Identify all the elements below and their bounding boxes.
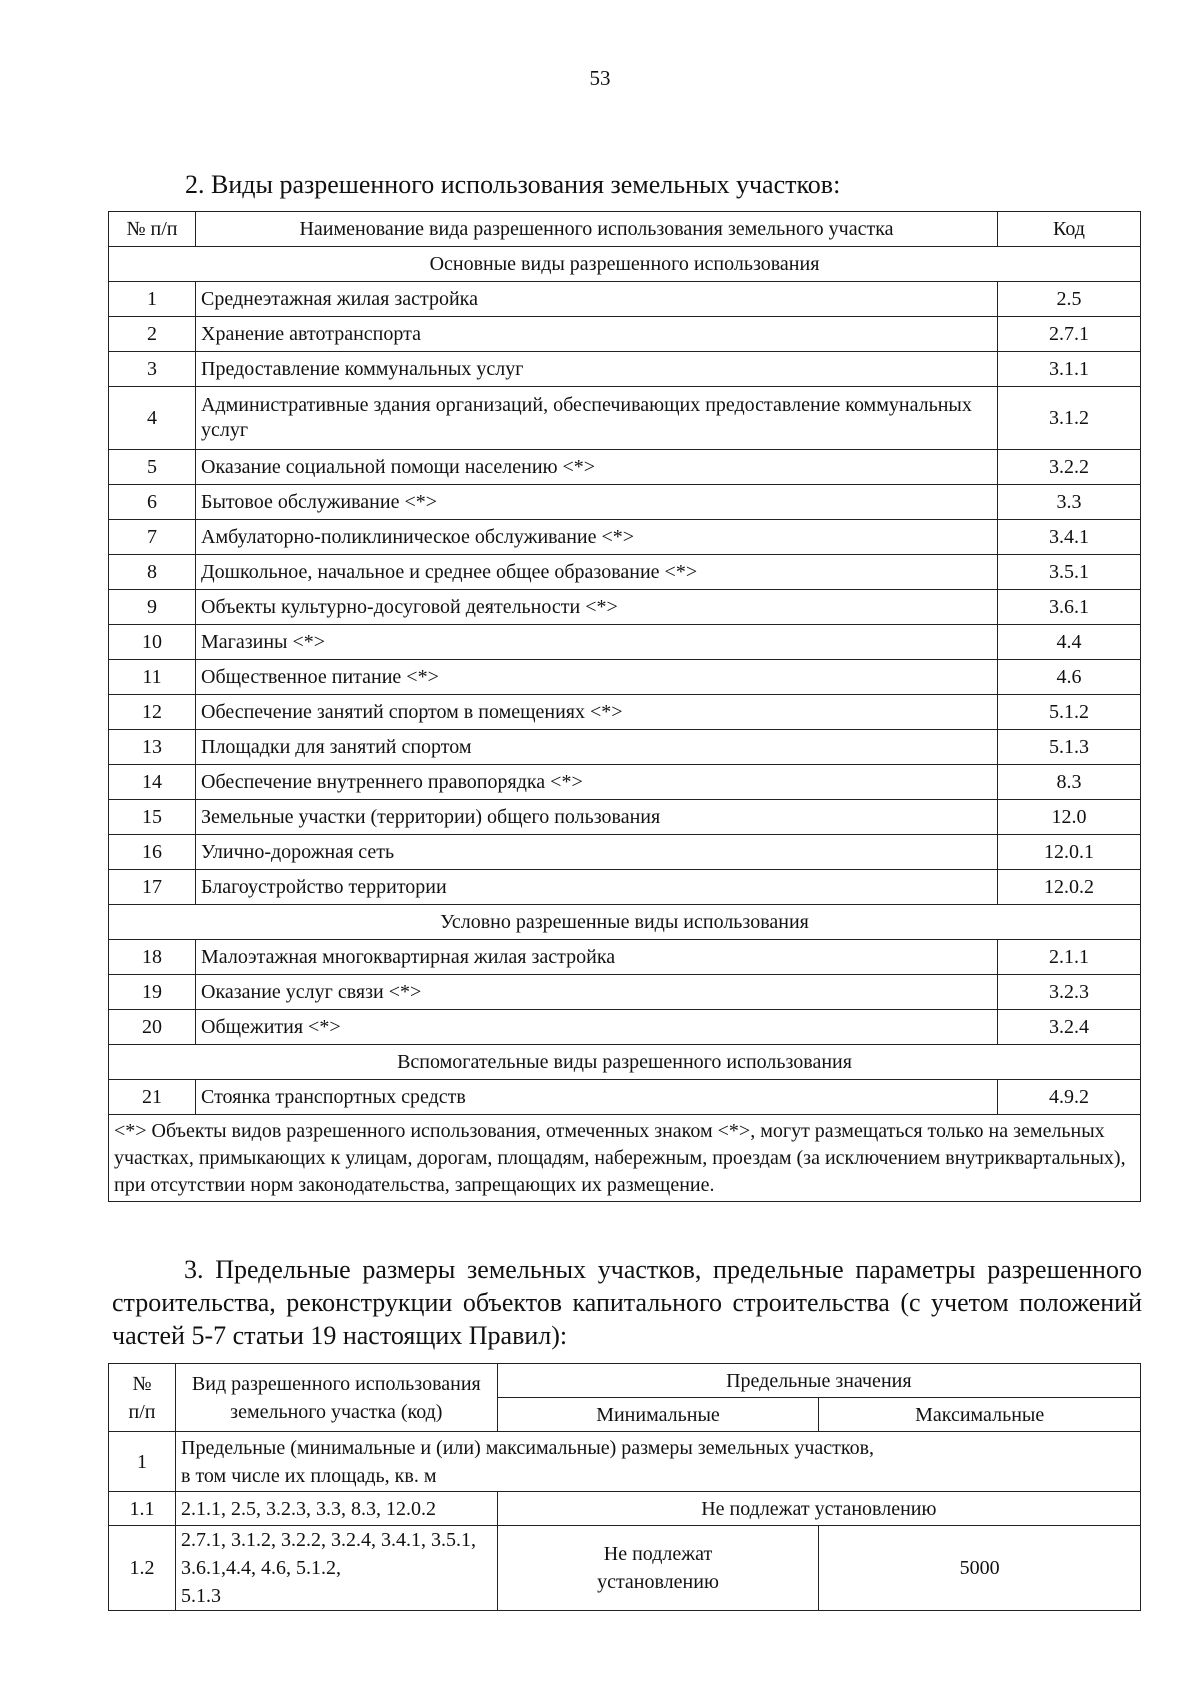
table-row bbox=[109, 282, 1141, 317]
row-num: 6 bbox=[109, 485, 196, 520]
row-code: 3.3 bbox=[998, 485, 1141, 520]
header-code: Код bbox=[998, 212, 1141, 247]
row-num: 20 bbox=[109, 1010, 196, 1045]
group-row bbox=[109, 1045, 1141, 1080]
note-row bbox=[109, 1115, 1141, 1202]
row-code: 2.1.1 bbox=[998, 940, 1141, 975]
row-name: Дошкольное, начальное и среднее общее образование <*> bbox=[196, 555, 998, 590]
row-code: 4.6 bbox=[998, 660, 1141, 695]
group-title: Основные виды разрешенного использования bbox=[109, 247, 1141, 282]
params-header-limits: Предельные значения bbox=[497, 1364, 1140, 1398]
row-code: 12.0.1 bbox=[998, 835, 1141, 870]
params-row-1-2 bbox=[109, 1526, 1141, 1611]
row-code: 8.3 bbox=[998, 765, 1141, 800]
row-name: Предоставление коммунальных услуг bbox=[196, 352, 998, 387]
row-code: 3.2.3 bbox=[998, 975, 1141, 1010]
row-num: 10 bbox=[109, 625, 196, 660]
row-name: Среднеэтажная жилая застройка bbox=[196, 282, 998, 317]
table-row bbox=[109, 940, 1141, 975]
row-num: 1 bbox=[109, 282, 196, 317]
row-code: 3.4.1 bbox=[998, 520, 1141, 555]
table-row bbox=[109, 765, 1141, 800]
header-num: № п/п bbox=[109, 212, 196, 247]
header-name: Наименование вида разрешенного использования земельного участка bbox=[196, 212, 998, 247]
params-row-min-line1: Не подлежат bbox=[603, 1543, 713, 1565]
params-row-value: Не подлежат установлению bbox=[497, 1492, 1140, 1526]
row-num: 21 bbox=[109, 1080, 196, 1115]
row-name: Бытовое обслуживание <*> bbox=[196, 485, 998, 520]
row-code: 2.7.1 bbox=[998, 317, 1141, 352]
row-num: 5 bbox=[109, 450, 196, 485]
row-num: 11 bbox=[109, 660, 196, 695]
row-code: 12.0.2 bbox=[998, 870, 1141, 905]
row-num: 3 bbox=[109, 352, 196, 387]
params-row-codes: 2.1.1, 2.5, 3.2.3, 3.3, 8.3, 12.0.2 bbox=[176, 1492, 498, 1526]
row-code: 4.4 bbox=[998, 625, 1141, 660]
params-row-num: 1.2 bbox=[109, 1526, 176, 1611]
row-num: 8 bbox=[109, 555, 196, 590]
row-name: Общежития <*> bbox=[196, 1010, 998, 1045]
row-num: 7 bbox=[109, 520, 196, 555]
table-row bbox=[109, 1010, 1141, 1045]
group-title: Условно разрешенные виды использования bbox=[109, 905, 1141, 940]
params-row-num: 1 bbox=[109, 1432, 176, 1492]
row-name: Магазины <*> bbox=[196, 625, 998, 660]
params-header-max: Максимальные bbox=[819, 1398, 1141, 1432]
table-row bbox=[109, 835, 1141, 870]
row-name: Хранение автотранспорта bbox=[196, 317, 998, 352]
table-row bbox=[109, 485, 1141, 520]
section-2-title: 2. Виды разрешенного использования земельных участков: bbox=[185, 170, 841, 199]
params-header-min: Минимальные bbox=[497, 1398, 819, 1432]
row-num: 16 bbox=[109, 835, 196, 870]
row-num: 2 bbox=[109, 317, 196, 352]
params-header-num-line2: п/п bbox=[128, 1400, 156, 1423]
row-code: 12.0 bbox=[998, 800, 1141, 835]
row-name: Оказание услуг связи <*> bbox=[196, 975, 998, 1010]
row-code: 2.5 bbox=[998, 282, 1141, 317]
row-name: Площадки для занятий спортом bbox=[196, 730, 998, 765]
row-num: 15 bbox=[109, 800, 196, 835]
params-row-1-1 bbox=[109, 1492, 1141, 1526]
group-title: Вспомогательные виды разрешенного использования bbox=[109, 1045, 1141, 1080]
params-row-text bbox=[176, 1432, 1141, 1492]
table-row bbox=[109, 352, 1141, 387]
row-code: 5.1.2 bbox=[998, 695, 1141, 730]
params-header-type-line2: земельного участка (код) bbox=[230, 1400, 443, 1423]
row-code: 5.1.3 bbox=[998, 730, 1141, 765]
table-row bbox=[109, 660, 1141, 695]
table-row bbox=[109, 870, 1141, 905]
params-row-codes-line1: 2.7.1, 3.1.2, 3.2.2, 3.2.4, 3.4.1, 3.5.1, 3.6.1,4.4, 4.6, 5.1.2, bbox=[181, 1529, 476, 1579]
row-num: 12 bbox=[109, 695, 196, 730]
params-header-type-line1: Вид разрешенного использования bbox=[191, 1372, 481, 1395]
params-row-codes-line2: 5.1.3 bbox=[181, 1585, 221, 1607]
row-name: Объекты культурно-досуговой деятельности <*> bbox=[196, 590, 998, 625]
row-name: Стоянка транспортных средств bbox=[196, 1080, 998, 1115]
row-code: 4.9.2 bbox=[998, 1080, 1141, 1115]
row-code: 3.6.1 bbox=[998, 590, 1141, 625]
row-code: 3.1.2 bbox=[998, 387, 1141, 450]
params-row-text-line2: в том числе их площадь, кв. м bbox=[181, 1464, 437, 1487]
row-num: 14 bbox=[109, 765, 196, 800]
row-num: 13 bbox=[109, 730, 196, 765]
table-row bbox=[109, 590, 1141, 625]
table-row bbox=[109, 555, 1141, 590]
table-row bbox=[109, 625, 1141, 660]
row-num: 9 bbox=[109, 590, 196, 625]
row-name: Оказание социальной помощи населению <*> bbox=[196, 450, 998, 485]
table-row bbox=[109, 520, 1141, 555]
row-num: 17 bbox=[109, 870, 196, 905]
group-row bbox=[109, 247, 1141, 282]
params-row-codes bbox=[176, 1526, 498, 1611]
row-code: 3.5.1 bbox=[998, 555, 1141, 590]
permitted-uses-table bbox=[108, 211, 1141, 1202]
params-header-num-line1: № bbox=[132, 1372, 152, 1395]
row-name: Амбулаторно-поликлиническое обслуживание <*> bbox=[196, 520, 998, 555]
row-num: 18 bbox=[109, 940, 196, 975]
group-row bbox=[109, 905, 1141, 940]
table-header-row bbox=[109, 212, 1141, 247]
row-code: 3.2.4 bbox=[998, 1010, 1141, 1045]
section-3-text: 3. Предельные размеры земельных участков, предельные параметры разрешенного строительства, реконструкции объектов капитального строительства (с учетом положений частей 5-7 статьи 19 настоящих Правил): bbox=[112, 1255, 1142, 1350]
table-row bbox=[109, 450, 1141, 485]
table-row bbox=[109, 730, 1141, 765]
row-num: 19 bbox=[109, 975, 196, 1010]
params-header-type bbox=[176, 1364, 498, 1432]
limit-parameters-table bbox=[108, 1363, 1141, 1611]
row-name: Земельные участки (территории) общего пользования bbox=[196, 800, 998, 835]
params-row-min-line2: установлению bbox=[597, 1571, 719, 1593]
row-code: 3.2.2 bbox=[998, 450, 1141, 485]
row-name: Обеспечение занятий спортом в помещениях <*> bbox=[196, 695, 998, 730]
page-number: 53 bbox=[589, 66, 611, 90]
table-row bbox=[109, 975, 1141, 1010]
table-row bbox=[109, 800, 1141, 835]
footnote: <*> Объекты видов разрешенного использования, отмеченных знаком <*>, могут размещаться только на земельных участках, примыкающих к улицам, дорогам, площадям, набережным, проездам (за исключением внутриквартальных), при отсутствии норм законодательства, запрещающих их размещение. bbox=[109, 1115, 1141, 1202]
table-row bbox=[109, 1080, 1141, 1115]
table-row bbox=[109, 387, 1141, 450]
params-row-max: 5000 bbox=[819, 1526, 1141, 1611]
row-name: Благоустройство территории bbox=[196, 870, 998, 905]
row-code: 3.1.1 bbox=[998, 352, 1141, 387]
row-name: Общественное питание <*> bbox=[196, 660, 998, 695]
table-row bbox=[109, 317, 1141, 352]
params-row-num: 1.1 bbox=[109, 1492, 176, 1526]
row-num: 4 bbox=[109, 387, 196, 450]
params-header-num bbox=[109, 1364, 176, 1432]
params-row-text-line1: Предельные (минимальные и (или) максимальные) размеры земельных участков, bbox=[181, 1436, 875, 1459]
row-name: Малоэтажная многоквартирная жилая застройка bbox=[196, 940, 998, 975]
row-name: Улично-дорожная сеть bbox=[196, 835, 998, 870]
permitted-uses-body bbox=[109, 247, 1141, 1202]
params-row-1 bbox=[109, 1432, 1141, 1492]
row-name: Обеспечение внутреннего правопорядка <*> bbox=[196, 765, 998, 800]
params-row-min bbox=[497, 1526, 819, 1611]
params-header-row bbox=[109, 1364, 1141, 1398]
row-name: Административные здания организаций, обеспечивающих предоставление коммунальных услуг bbox=[196, 387, 998, 450]
table-row bbox=[109, 695, 1141, 730]
